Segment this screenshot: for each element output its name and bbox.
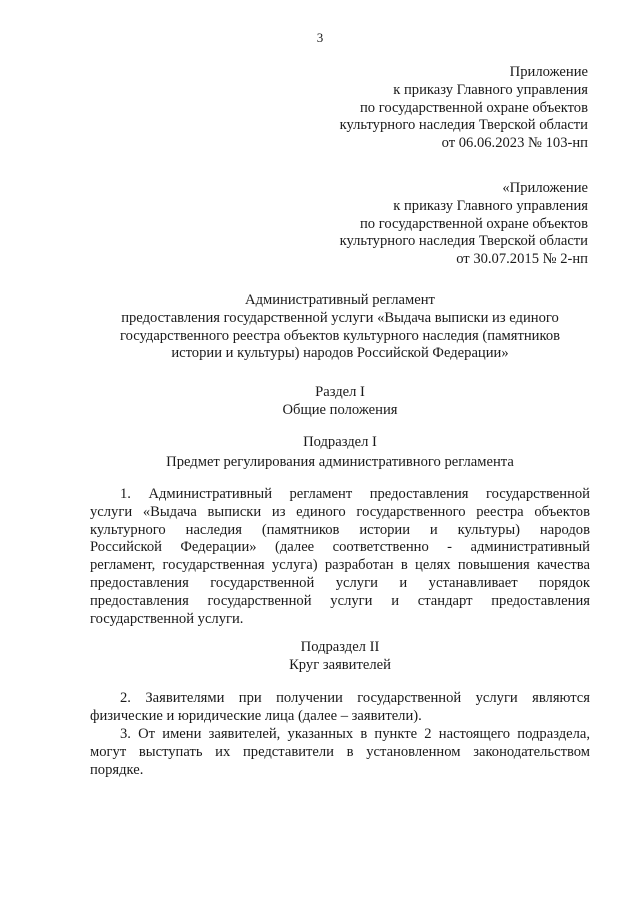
appendix-block-current (340, 64, 588, 153)
section-label: Раздел I (315, 384, 365, 400)
paragraph-line: 3. От имени заявителей, указанных в пункте 2 настоящего подраздела, (120, 726, 590, 742)
section-heading (90, 384, 590, 420)
subsection-label: Подраздел I (303, 434, 377, 450)
appendix-line: к приказу Главного управления (393, 81, 588, 98)
paragraph-line: порядке. (90, 761, 144, 778)
paragraph-2 (90, 690, 590, 726)
subsection-1-heading (90, 434, 590, 472)
appendix-line: «Приложение (502, 180, 588, 196)
section-name: Общие положения (282, 401, 398, 418)
appendix-block-previous (340, 180, 588, 269)
appendix-line: по государственной охране объектов (359, 215, 588, 232)
paragraph-line: предоставления государственной услуги и стандарт предоставления (90, 592, 590, 609)
appendix-line: от 06.06.2023 № 103-нп (441, 135, 588, 152)
title-line: Административный регламент (245, 292, 435, 308)
subsection-2-heading (90, 639, 590, 675)
paragraph-line: 2. Заявителями при получении государственной услуги являются (120, 690, 590, 706)
appendix-line: культурного наследия Тверской области (339, 233, 588, 250)
paragraph-line: могут выступать их представители в установленном законодательством (90, 743, 590, 760)
paragraph-1 (90, 486, 590, 628)
subsection-name: Круг заявителей (289, 656, 391, 673)
paragraph-line: культурного наследия (памятников истории и культуры) народов (90, 521, 590, 538)
appendix-line: культурного наследия Тверской области (339, 117, 588, 134)
paragraph-line: предоставления государственной услуги и устанавливает порядок (90, 574, 590, 591)
paragraph-line: 1. Административный регламент предоставления государственной (120, 486, 590, 502)
paragraph-line: государственной услуги. (90, 610, 244, 627)
paragraph-line: Российской Федерации» (далее соответственно - административный (90, 539, 590, 556)
title-line: истории и культуры) народов Российской Федерации» (171, 345, 509, 362)
subsection-name: Предмет регулирования административного регламента (166, 453, 514, 470)
title-line: государственного реестра объектов культурного наследия (памятников (119, 327, 561, 344)
document-title (90, 292, 590, 363)
subsection-label: Подраздел II (300, 639, 380, 655)
appendix-line: к приказу Главного управления (393, 197, 588, 214)
appendix-line: Приложение (509, 64, 588, 80)
paragraph-line: услуги «Выдача выписки из единого государственного реестра объектов (90, 503, 590, 520)
paragraph-line: регламент, государственная услуга) разработан в целях повышения качества (90, 557, 590, 574)
title-line: предоставления государственной услуги «Выдача выписки из единого (121, 309, 559, 326)
appendix-line: по государственной охране объектов (359, 99, 588, 116)
page-number: 3 (316, 30, 324, 45)
paragraph-line: физические и юридические лица (далее – заявители). (90, 707, 422, 724)
paragraph-3 (90, 726, 590, 779)
appendix-line: от 30.07.2015 № 2-нп (456, 251, 588, 268)
